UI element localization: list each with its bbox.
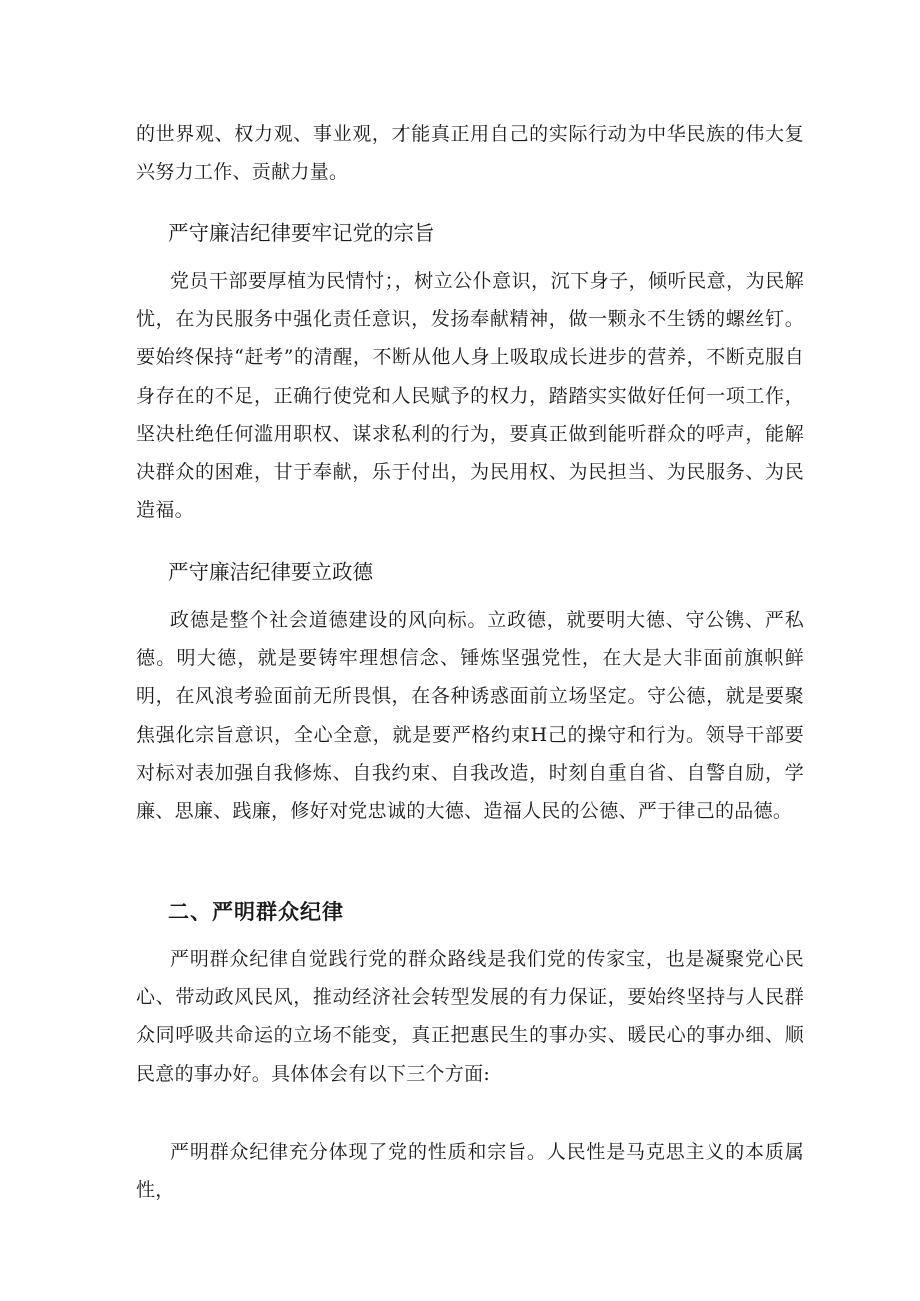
section-heading-party-purpose: 严守廉洁纪律要牢记党的宗旨 <box>168 221 435 245</box>
paragraph-worldview: 的世界观、权力观、事业观，才能真正用自己的实际行动为中华民族的伟大复兴努力工作、贡献力量。 <box>136 123 804 184</box>
section-heading-political-virtue: 严守廉洁纪律要立政德 <box>168 560 373 584</box>
paragraph-party-nature: 严明群众纪律充分体现了党的性质和宗旨。人民性是马克思主义的本质属性， <box>136 1141 804 1202</box>
paragraph-serve-people: 党员干部要厚植为民情忖；，树立公仆意识，沉下身子，倾听民意，为民解忧，在为民服务中强化责任意识，发扬奉献精神，做一颗永不生锈的螺丝钉。要始终保持“赶考”的清醒，不断从他人身上吸取成长进步的营养，不断克服自身存在的不足，正确行使党和人民赋予的权力，踏踏实实做好任何一项工作，坚决杜绝任何滥用职权、谋求私利的行为，要真正做到能听群众的呼声，能解决群众的困难，甘于奉献，乐于付出，为民用权、为民担当、为民服务、为民造福。 <box>136 270 804 522</box>
section-heading-mass-discipline: 二、严明群众纪律 <box>168 900 344 924</box>
paragraph-political-virtue: 政德是整个社会道德建设的风向标。立政德，就要明大德、守公镌、严私德。明大德，就是要铸牢理想信念、锤炼坚强党性，在大是大非面前旗帜鲜明，在风浪考验面前无所畏惧，在各种诱惑面前立场坚定。守公德，就是要聚焦强化宗旨意识，全心全意，就是要严格约束H己的操守和行为。领导干部要对标对表加强自我修炼、自我约束、自我改造，时刻自重自省、自警自励，学廉、思廉、践廉，修好对党忠诚的大德、造福人民的公德、严于律己的品德。 <box>136 609 804 823</box>
paragraph-mass-line: 严明群众纪律自觉践行党的群众路线是我们党的传家宝，也是凝聚党心民心、带动政风民风，推动经济社会转型发展的有力保证，要始终坚持与人民群众同呼吸共命运的立场不能变，真正把惠民生的事办实、暖民心的事办细、顺民意的事办好。具体体会有以下三个方面: <box>136 948 804 1085</box>
